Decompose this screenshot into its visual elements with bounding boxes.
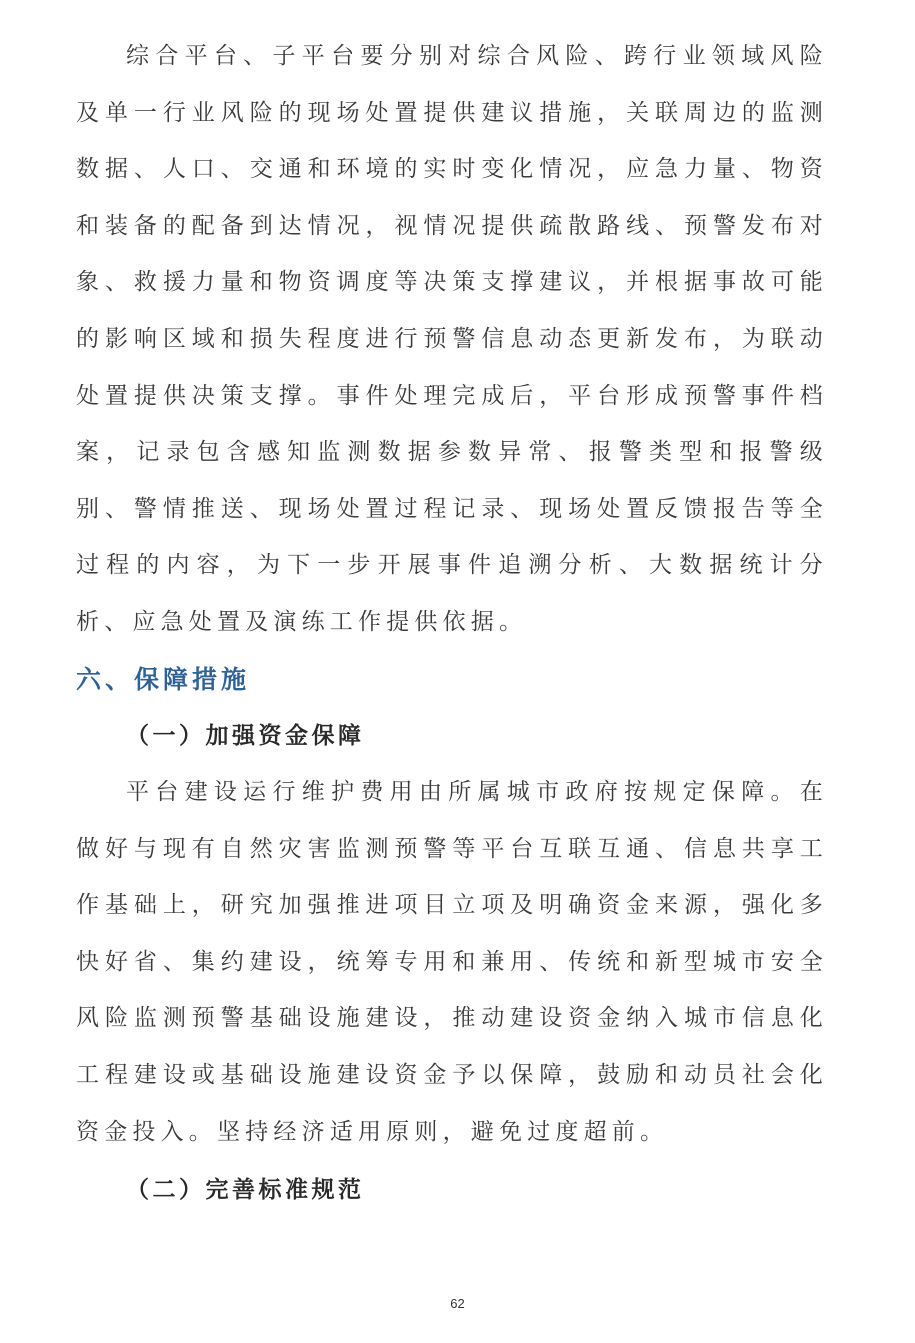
body-paragraph: 综合平台、子平台要分别对综合风险、跨行业领域风险及单一行业风险的现场处置提供建议措施，关联周边的监测数据、人口、交通和环境的实时变化情况，应急力量、物资和装备的配备到达情况，视情况提供疏散路线、预警发布对象、救援力量和物资调度等决策支撑建议，并根据事故可能的影响区域和损失程度进行预警信息动态更新发布，为联动处置提供决策支撑。事件处理完成后，平台形成预警事件档案，记录包含感知监测数据参数异常、报警类型和报警级别、警情推送、现场处置过程记录、现场处置反馈报告等全过程的内容，为下一步开展事件追溯分析、大数据统计分析、应急处置及演练工作提供依据。 <box>76 43 828 635</box>
subsection-heading: （一）加强资金保障 <box>126 723 365 749</box>
page-number: 62 <box>450 1296 465 1311</box>
subsection-heading: （二）完善标准规范 <box>126 1177 365 1203</box>
section-heading: 六、保障措施 <box>76 665 251 694</box>
body-paragraph: 平台建设运行维护费用由所属城市政府按规定保障。在做好与现有自然灾害监测预警等平台互联互通、信息共享工作基础上，研究加强推进项目立项及明确资金来源，强化多快好省、集约建设，统筹专用和兼用、传统和新型城市安全风险监测预警基础设施建设，推动建设资金纳入城市信息化工程建设或基础设施建设资金予以保障，鼓励和动员社会化资金投入。坚持经济适用原则，避免过度超前。 <box>76 779 828 1145</box>
